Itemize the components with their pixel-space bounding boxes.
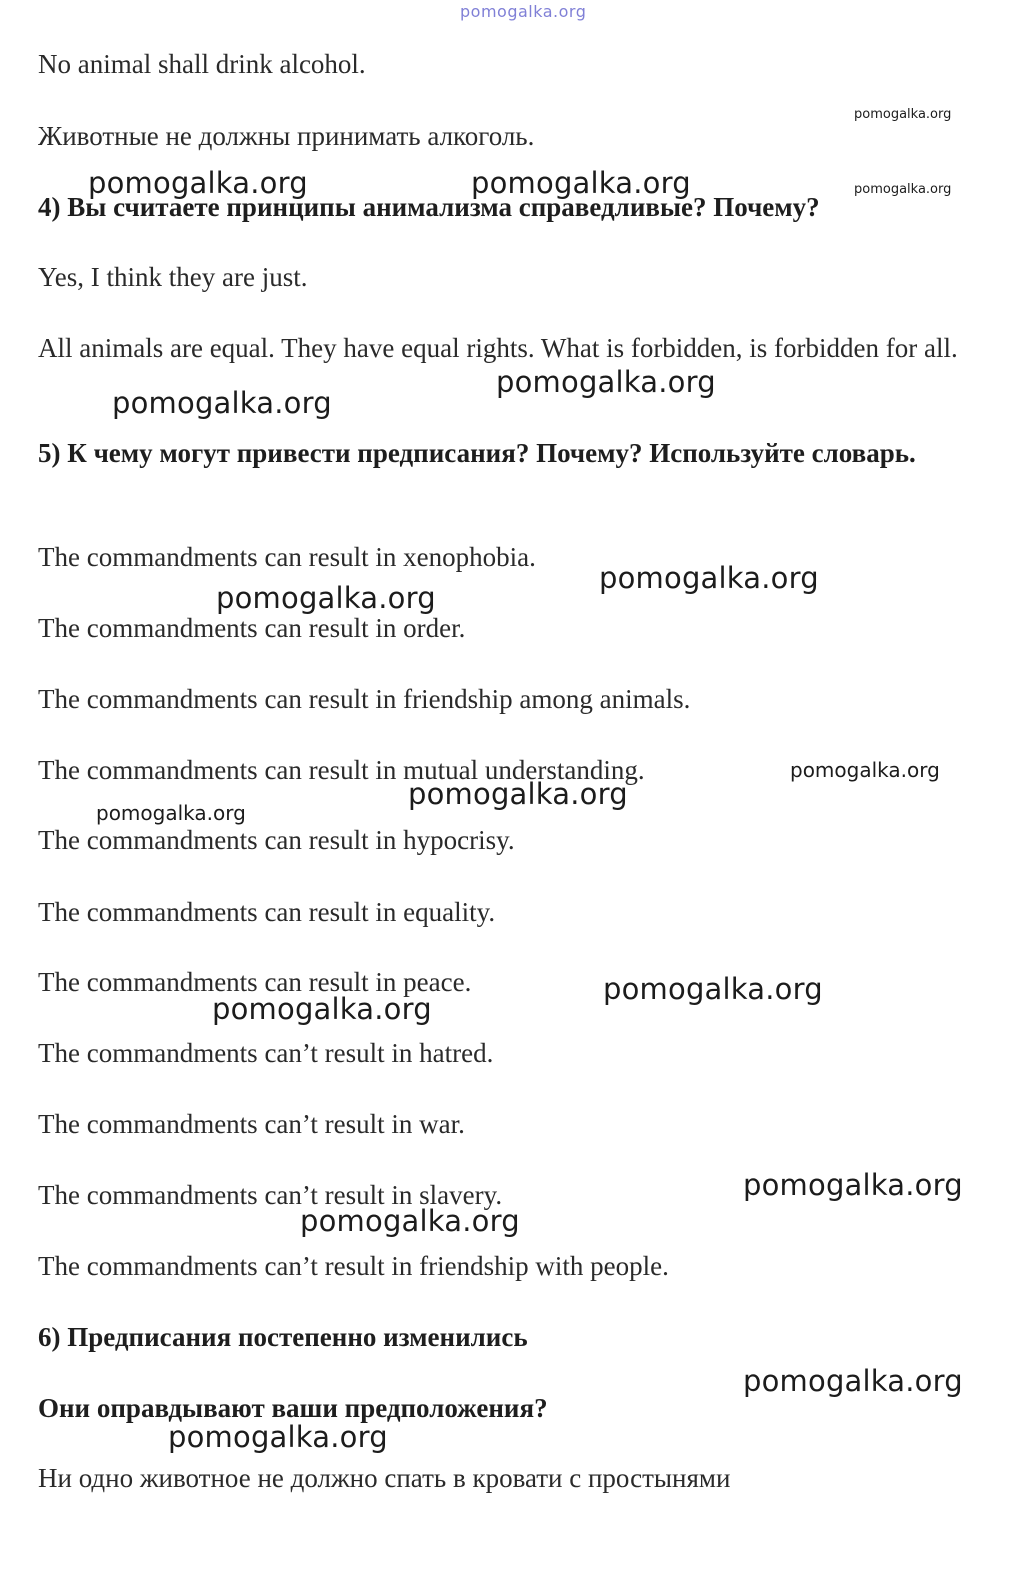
answer-4-line-1: Yes, I think they are just. — [38, 262, 308, 292]
watermark: pomogalka.org — [743, 1364, 963, 1398]
watermark-top: pomogalka.org — [460, 2, 587, 21]
question-6-sub: Они оправдывают ваши предположения? — [38, 1393, 548, 1423]
watermark: pomogalka.org — [599, 561, 819, 595]
result-line-5: The commandments can result in hypocrisy. — [38, 825, 515, 855]
question-4: 4) Вы считаете принципы анимализма справедливые? Почему? — [38, 192, 820, 222]
watermark: pomogalka.org — [471, 166, 691, 200]
result-line-1: The commandments can result in xenophobia. — [38, 542, 536, 572]
result-line-2: The commandments can result in order. — [38, 613, 466, 643]
watermark: pomogalka.org — [408, 777, 628, 811]
watermark: pomogalka.org — [790, 758, 940, 782]
watermark: pomogalka.org — [743, 1168, 963, 1202]
result-line-8: The commandments can’t result in hatred. — [38, 1038, 494, 1068]
answer-4-line-2: All animals are equal. They have equal rights. What is forbidden, is forbidden for all. — [38, 333, 958, 363]
result-line-11: The commandments can’t result in friendship with people. — [38, 1251, 669, 1281]
watermark: pomogalka.org — [168, 1420, 388, 1454]
watermark: pomogalka.org — [212, 992, 432, 1026]
result-line-10: The commandments can’t result in slavery. — [38, 1180, 503, 1210]
watermark: pomogalka.org — [216, 581, 436, 615]
result-line-6: The commandments can result in equality. — [38, 897, 496, 927]
watermark: pomogalka.org — [112, 386, 332, 420]
watermark: pomogalka.org — [300, 1204, 520, 1238]
text-line-bed-sheets: Ни одно животное не должно спать в кровати с простынями — [38, 1463, 731, 1493]
watermark: pomogalka.org — [88, 166, 308, 200]
result-line-9: The commandments can’t result in war. — [38, 1109, 465, 1139]
text-line-alcohol-ru: Животные не должны принимать алкоголь. — [38, 121, 535, 151]
question-5: 5) К чему могут привести предписания? Почему? Используйте словарь. — [38, 438, 916, 468]
result-line-4: The commandments can result in mutual understanding. — [38, 755, 645, 785]
watermark: pomogalka.org — [854, 107, 952, 122]
result-line-7: The commandments can result in peace. — [38, 967, 472, 997]
result-line-3: The commandments can result in friendship among animals. — [38, 684, 691, 714]
question-6: 6) Предписания постепенно изменились — [38, 1322, 528, 1352]
watermark: pomogalka.org — [854, 182, 952, 197]
watermark: pomogalka.org — [496, 365, 716, 399]
watermark: pomogalka.org — [603, 972, 823, 1006]
text-line-no-alcohol: No animal shall drink alcohol. — [38, 49, 366, 79]
watermark: pomogalka.org — [96, 801, 246, 825]
